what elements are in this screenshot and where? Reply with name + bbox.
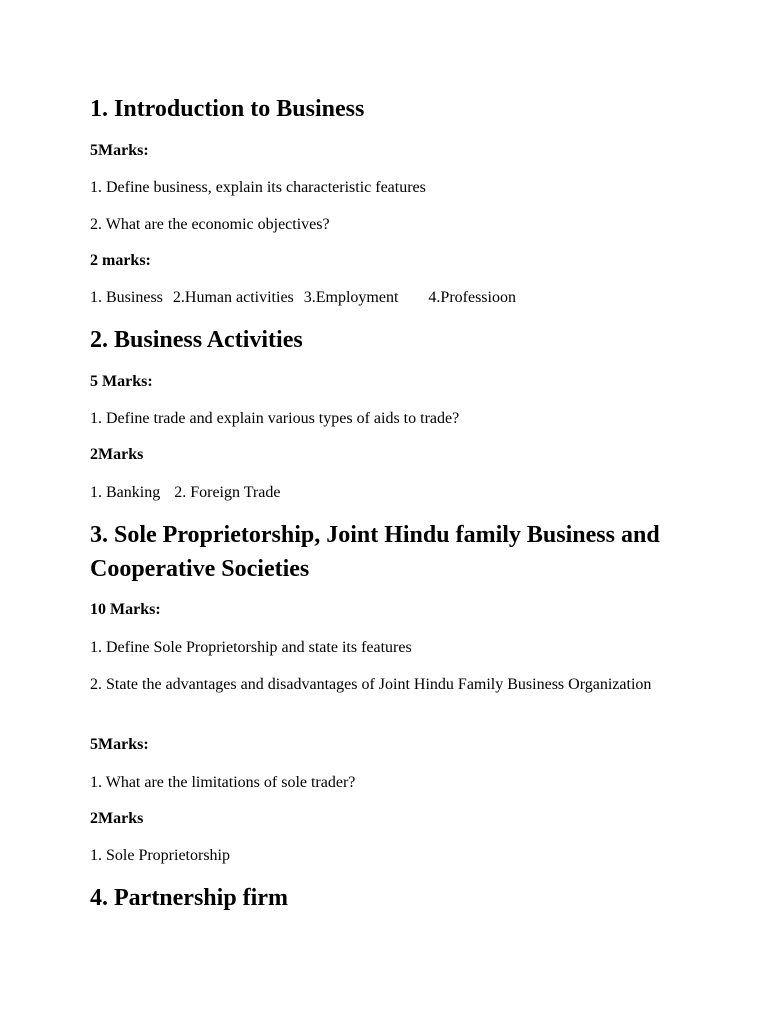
marks-label: 10 Marks: <box>90 601 161 618</box>
short-question-item: 1. Banking <box>90 484 161 501</box>
question-item: 2. What are the economic objectives? <box>90 216 330 233</box>
section-heading: 3. Sole Proprietorship, Joint Hindu family Business and Cooperative Societies <box>90 522 660 582</box>
section-heading: 2. Business Activities <box>90 327 303 353</box>
marks-label: 5 Marks: <box>90 373 153 390</box>
short-question-item: 3.Employment <box>303 289 399 306</box>
short-question-item: 4.Professioon <box>428 289 516 306</box>
question-item: 1. Define trade and explain various types of aids to trade? <box>90 410 460 427</box>
marks-label: 2Marks <box>90 446 144 463</box>
section-heading: 1. Introduction to Business <box>90 96 365 122</box>
short-question-row <box>90 286 516 310</box>
short-question-row <box>90 481 280 505</box>
short-question-item: 2. Foreign Trade <box>174 484 281 501</box>
marks-label: 2 marks: <box>90 252 151 269</box>
question-item: 1. What are the limitations of sole trader? <box>90 774 356 791</box>
question-item: 1. Define business, explain its characteristic features <box>90 179 426 196</box>
marks-label: 2Marks <box>90 810 144 827</box>
short-question-item: 1. Business <box>90 289 163 306</box>
section-heading: 4. Partnership firm <box>90 885 288 911</box>
short-question-item: 2.Human activities <box>172 289 294 306</box>
question-item: 1. Sole Proprietorship <box>90 847 230 864</box>
marks-label: 5Marks: <box>90 142 149 159</box>
marks-label: 5Marks: <box>90 736 149 753</box>
question-item: 2. State the advantages and disadvantages of Joint Hindu Family Business Organization <box>90 676 652 693</box>
question-item: 1. Define Sole Proprietorship and state its features <box>90 639 412 656</box>
